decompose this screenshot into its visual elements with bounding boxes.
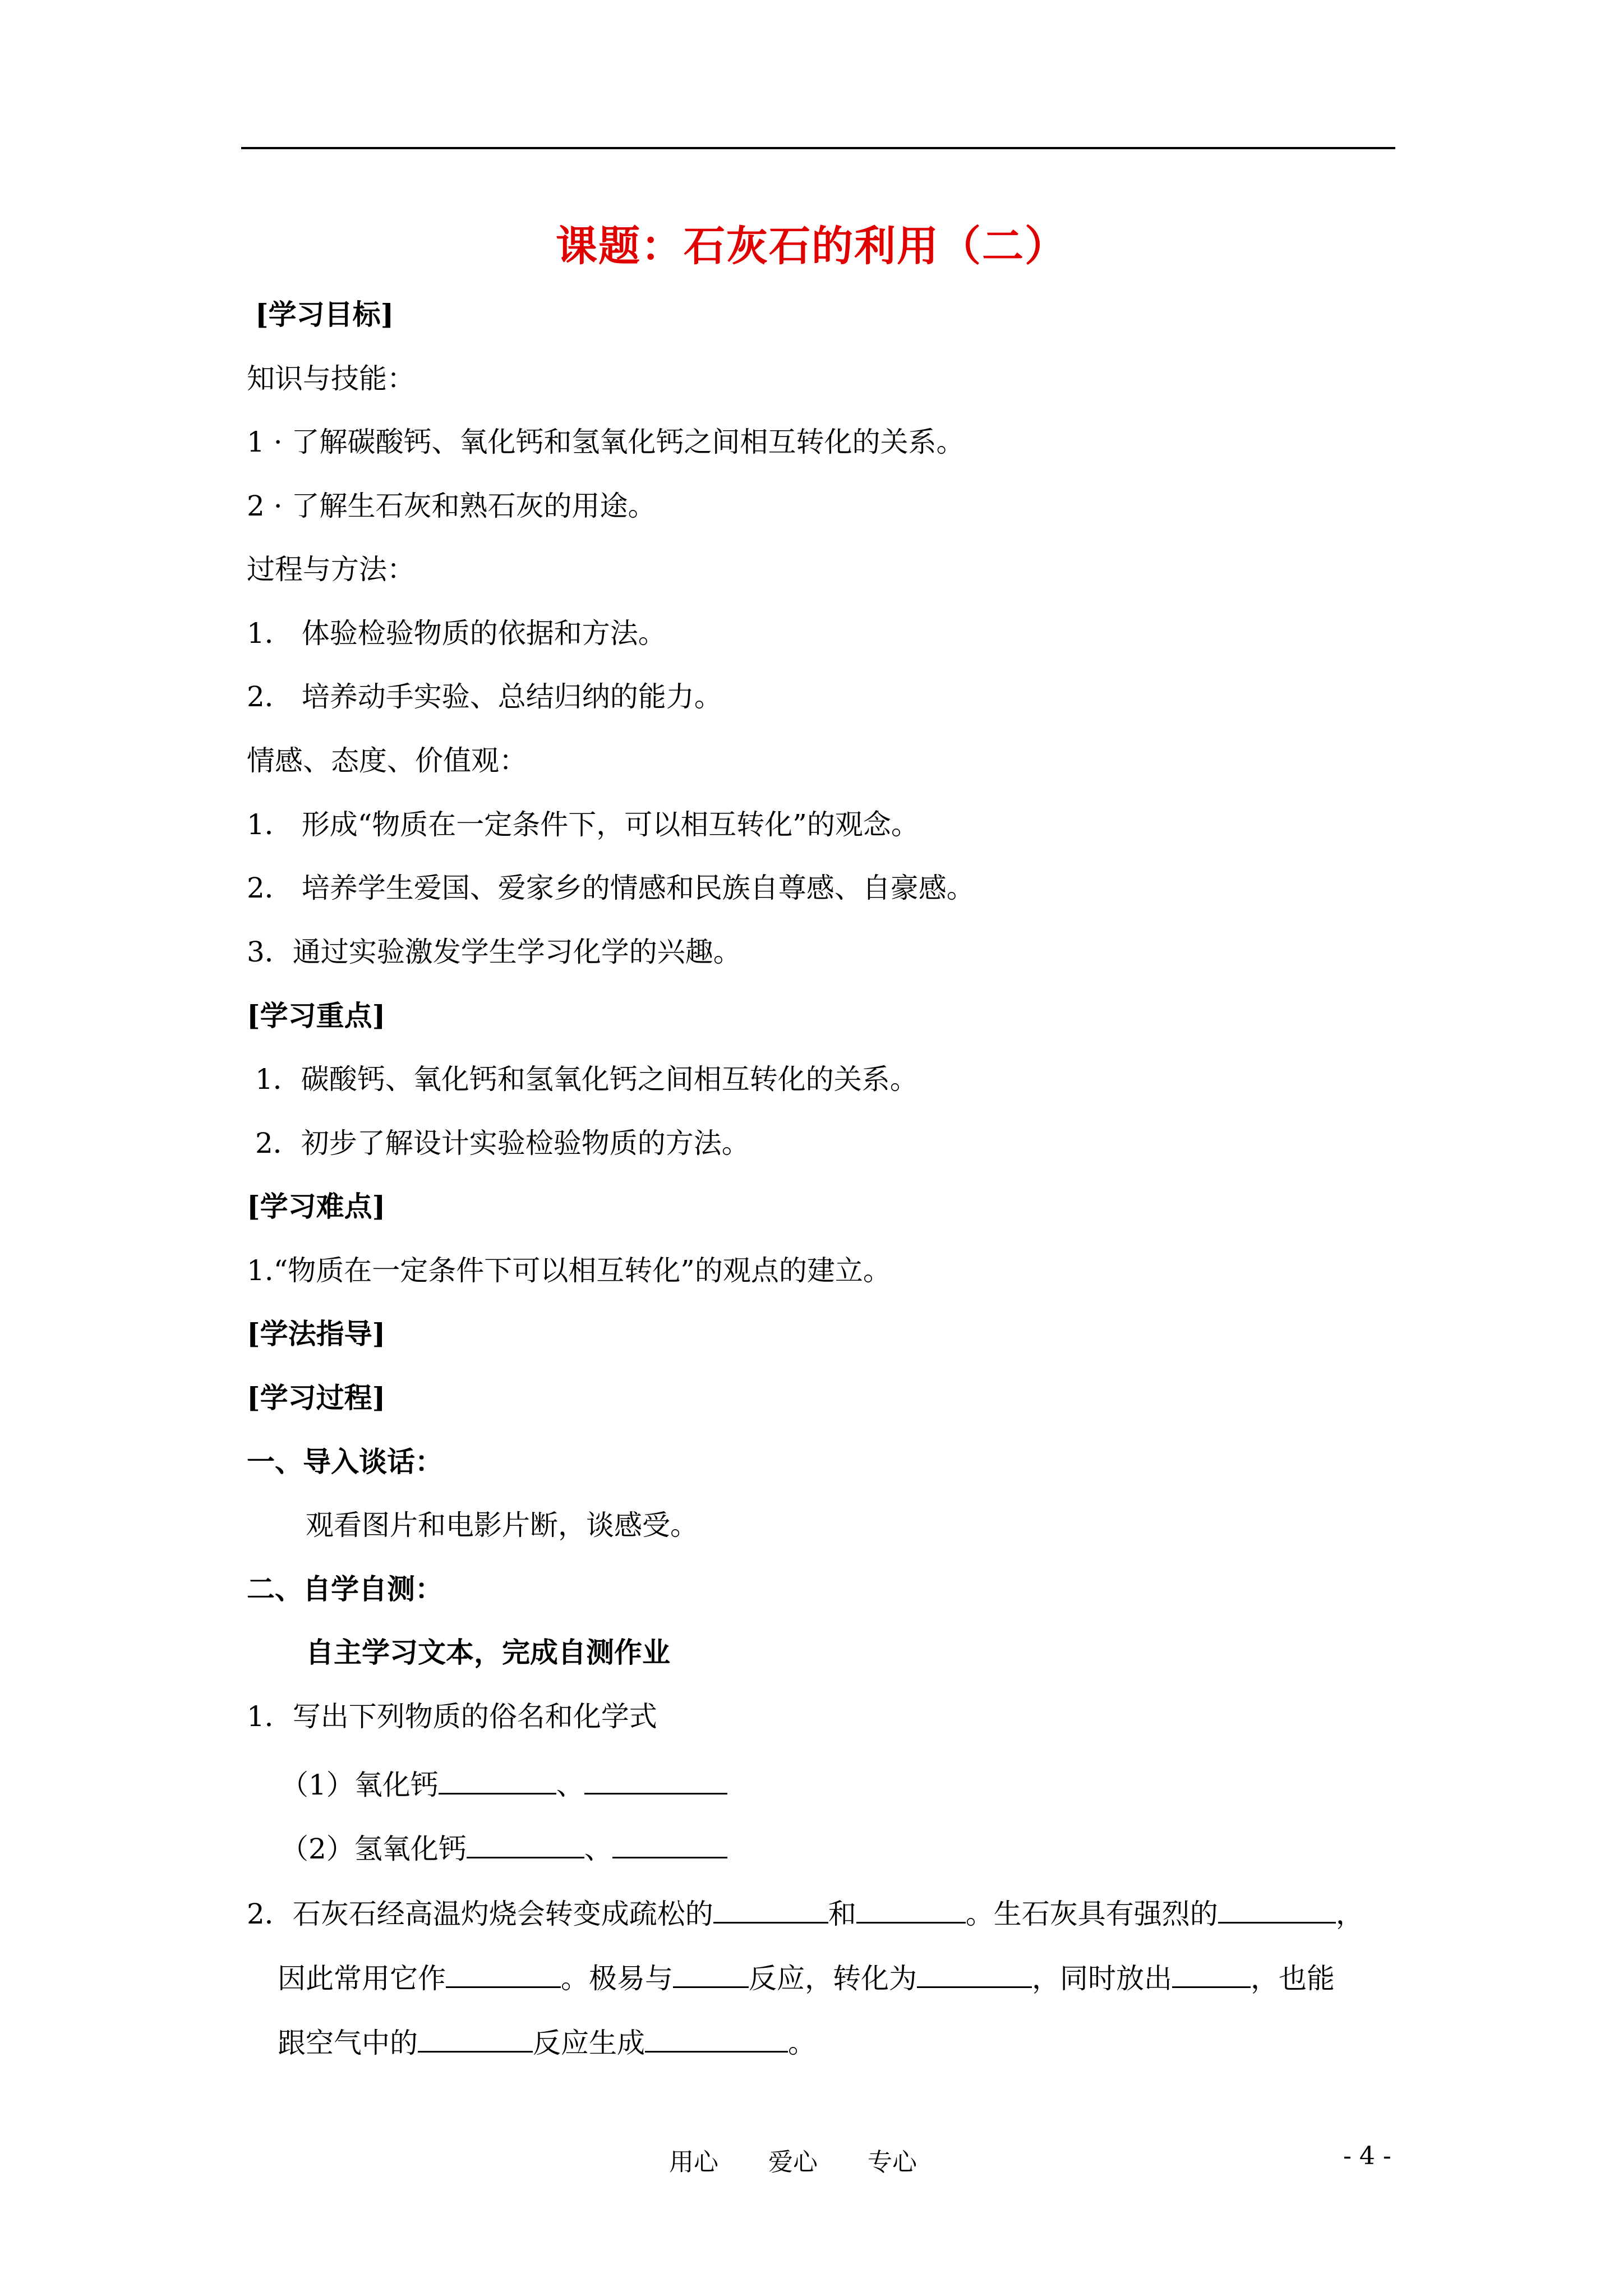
question-2-text: 反应生成 <box>533 2027 645 2059</box>
objectives-heading: [学习目标] <box>255 298 394 331</box>
key-point-item: 2．初步了解设计实验检验物质的方法。 <box>255 1127 750 1159</box>
answer-blank[interactable] <box>645 2024 788 2053</box>
question-1: 1．写出下列物质的俗名和化学式 <box>247 1700 657 1733</box>
answer-blank[interactable] <box>713 1895 828 1924</box>
answer-blank[interactable] <box>418 2024 533 2053</box>
difficulties-heading: [学习难点] <box>247 1190 386 1223</box>
emotion-item: 3．通过实验激发学生学习化学的兴趣。 <box>247 936 741 968</box>
question-2-text: ，同时放出 <box>1032 1962 1172 1995</box>
process-item: 1． 体验检验物质的依据和方法。 <box>247 617 666 650</box>
question-1b-prefix: （2）氢氧化钙 <box>280 1833 467 1865</box>
question-2-line2 <box>278 1959 1335 1993</box>
question-2-text: 和 <box>828 1898 856 1930</box>
difficulty-item: 1.“物质在一定条件下可以相互转化”的观点的建立。 <box>247 1254 891 1287</box>
question-2-line3 <box>278 2024 816 2057</box>
section1-heading: 一、导入谈话： <box>247 1445 443 1478</box>
question-1a-prefix: （1）氧化钙 <box>280 1769 439 1801</box>
answer-blank[interactable] <box>446 1959 561 1988</box>
answer-blank[interactable] <box>1172 1959 1251 1988</box>
answer-blank[interactable] <box>917 1959 1032 1988</box>
question-2-text: 。极易与 <box>561 1962 673 1995</box>
footer-motto: 专心 <box>868 2148 917 2177</box>
emotion-heading: 情感、态度、价值观： <box>247 744 527 777</box>
question-1b <box>280 1830 727 1863</box>
question-2-text: 因此常用它作 <box>278 1962 446 1995</box>
answer-blank[interactable] <box>673 1959 749 1988</box>
section1-text: 观看图片和电影片断，谈感受。 <box>306 1509 698 1542</box>
question-2-text: 。 <box>788 2027 816 2059</box>
question-2-text: ， <box>1335 1898 1364 1930</box>
separator: 、 <box>556 1769 584 1801</box>
emotion-item: 1． 形成“物质在一定条件下，可以相互转化”的观念。 <box>247 808 919 841</box>
question-2-text: ，也能 <box>1251 1962 1335 1995</box>
answer-blank[interactable] <box>584 1766 727 1795</box>
process-heading: 过程与方法： <box>247 553 415 586</box>
knowledge-heading: 知识与技能： <box>247 362 415 395</box>
key-points-heading: [学习重点] <box>247 999 386 1032</box>
key-point-item: 1．碳酸钙、氧化钙和氢氧化钙之间相互转化的关系。 <box>255 1063 918 1096</box>
emotion-item: 2． 培养学生爱国、爱家乡的情感和民族自尊感、自豪感。 <box>247 872 975 904</box>
answer-blank[interactable] <box>612 1830 727 1858</box>
question-2-text: 。生石灰具有强烈的 <box>965 1898 1218 1930</box>
question-2-text: 跟空气中的 <box>278 2027 418 2059</box>
section2-subheading: 自主学习文本，完成自测作业 <box>306 1636 670 1669</box>
answer-blank[interactable] <box>856 1895 966 1924</box>
question-2-line1 <box>247 1895 1364 1928</box>
question-2-text: 反应，转化为 <box>749 1962 917 1995</box>
answer-blank[interactable] <box>439 1766 556 1795</box>
footer-motto: 爱心 <box>768 2148 818 2177</box>
answer-blank[interactable] <box>1218 1895 1336 1924</box>
question-2-text: 2．石灰石经高温灼烧会转变成疏松的 <box>247 1898 713 1930</box>
page-number: - 4 - <box>1343 2142 1391 2170</box>
question-1a <box>280 1766 727 1799</box>
answer-blank[interactable] <box>467 1830 584 1858</box>
method-heading: [学法指导] <box>247 1317 386 1350</box>
process-section-heading: [学习过程] <box>247 1381 386 1414</box>
knowledge-item: 2 · 了解生石灰和熟石灰的用途。 <box>247 490 656 522</box>
section2-heading: 二、自学自测： <box>247 1572 443 1605</box>
knowledge-item: 1 · 了解碳酸钙、氧化钙和氢氧化钙之间相互转化的关系。 <box>247 426 965 458</box>
header-rule <box>241 147 1395 149</box>
footer-motto: 用心 <box>669 2148 718 2177</box>
page-title: 课题：石灰石的利用（二） <box>556 222 1067 270</box>
separator: 、 <box>584 1833 612 1865</box>
process-item: 2． 培养动手实验、总结归纳的能力。 <box>247 680 722 713</box>
